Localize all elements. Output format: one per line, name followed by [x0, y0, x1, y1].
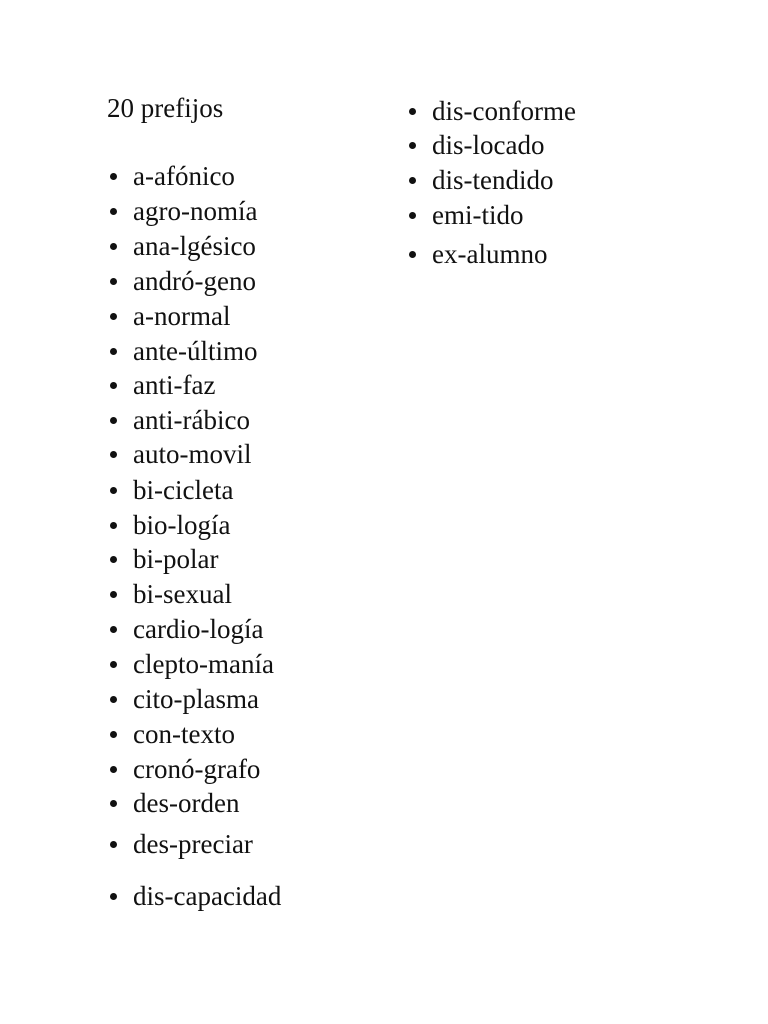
bullet-icon — [110, 417, 117, 424]
bullet-icon — [110, 278, 117, 285]
bullet-icon — [110, 487, 117, 494]
bullet-icon — [110, 451, 117, 458]
list-item-label: emi-tido — [432, 200, 524, 230]
list-item-label: dis-conforme — [432, 96, 576, 126]
list-item-label: a-afónico — [133, 161, 235, 191]
bullet-icon — [110, 626, 117, 633]
list-item-label: bi-polar — [133, 544, 219, 574]
list-item-label: cardio-logía — [133, 614, 264, 644]
bullet-icon — [110, 591, 117, 598]
bullet-icon — [110, 893, 117, 900]
bullet-icon — [409, 177, 416, 184]
bullet-icon — [110, 522, 117, 529]
list-item-label: a-normal — [133, 301, 231, 331]
bullet-icon — [110, 348, 117, 355]
list-item-label: dis-tendido — [432, 165, 554, 195]
list-item-label: dis-locado — [432, 130, 545, 160]
bullet-icon — [409, 142, 416, 149]
list-item-label: auto-movil — [133, 439, 252, 469]
bullet-icon — [110, 208, 117, 215]
list-item-label: cito-plasma — [133, 684, 259, 714]
list-item-label: bi-sexual — [133, 579, 232, 609]
bullet-icon — [110, 173, 117, 180]
bullet-icon — [110, 696, 117, 703]
list-item-label: des-preciar — [133, 829, 253, 859]
bullet-icon — [110, 800, 117, 807]
list-item-label: bi-cicleta — [133, 475, 234, 505]
bullet-icon — [110, 243, 117, 250]
list-item-label: des-orden — [133, 788, 240, 818]
bullet-icon — [110, 661, 117, 668]
bullet-icon — [409, 212, 416, 219]
list-item-label: bio-logía — [133, 510, 231, 540]
list-item-label: dis-capacidad — [133, 881, 282, 911]
list-item-label: anti-faz — [133, 370, 216, 400]
bullet-icon — [110, 313, 117, 320]
bullet-icon — [110, 766, 117, 773]
list-item-label: clepto-manía — [133, 649, 274, 679]
bullet-icon — [409, 108, 416, 115]
bullet-icon — [409, 251, 416, 258]
list-item-label: ana-lgésico — [133, 231, 256, 261]
bullet-icon — [110, 556, 117, 563]
list-item-label: andró-geno — [133, 266, 256, 296]
bullet-icon — [110, 382, 117, 389]
list-item-label: con-texto — [133, 719, 235, 749]
list-item-label: cronó-grafo — [133, 754, 261, 784]
page-title: 20 prefijos — [107, 93, 224, 123]
bullet-icon — [110, 731, 117, 738]
list-item-label: anti-rábico — [133, 405, 250, 435]
list-item-label: ex-alumno — [432, 239, 548, 269]
list-item-label: agro-nomía — [133, 196, 258, 226]
bullet-icon — [110, 841, 117, 848]
list-item-label: ante-último — [133, 336, 258, 366]
